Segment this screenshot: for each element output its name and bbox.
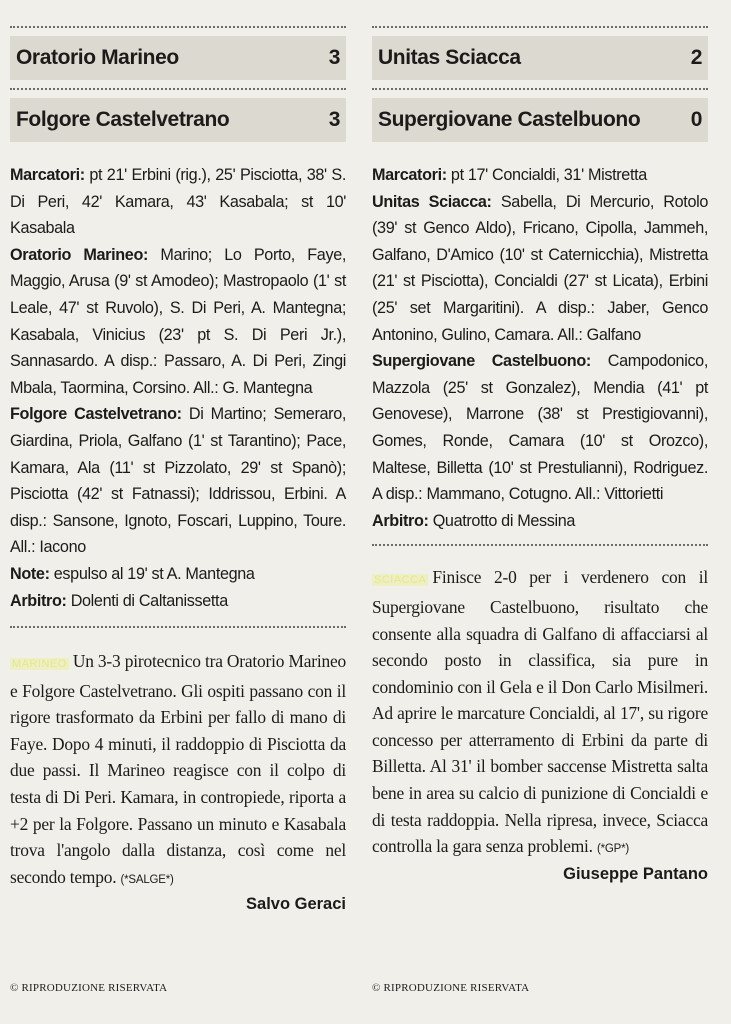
team-name: Oratorio Marineo: [16, 46, 179, 69]
left-column: [10, 0, 346, 914]
stats-away-lineup: Supergiovane Castelbuono: Campodonico, Mazzola (25' st Gonzalez), Mendia (41' pt Genovese), Marrone (38' st Prestigiovanni), Gomes, Ronde, Camara (10' st Orozco), Maltese, Billetta (10' st Prestulianni), Rodriguez. A disp.: Mammano, Cotugno. All.: Vittorietti: [372, 352, 708, 504]
stats-home-lineup: Oratorio Marineo: Marino; Lo Porto, Faye, Maggio, Arusa (9' st Amodeo); Mastropaolo (1' st Leale, 47' st Ruvolo), S. Di Peri, A. Mantegna; Kasabala, Vinicius (23' pt S. Di Peri Jr.), Sannasardo. A disp.: Passaro, A. Di Peri, Zingi Mbala, Taormina, Corsino. All.: G. Mantegna: [10, 245, 347, 397]
team-name: Folgore Castelvetrano: [16, 108, 230, 131]
match-stats: [10, 162, 346, 614]
team-score: 2: [690, 46, 702, 69]
match-score-row: [372, 36, 708, 80]
kicker-label: SCIACCA: [374, 574, 427, 587]
team-score: 3: [328, 108, 340, 131]
team-name: Unitas Sciacca: [378, 46, 521, 69]
report-text: Finisce 2-0 per i verdenero con il Supergiovane Castelbuono, risultato che consente alla squadra di Galfano di affacciarsi al secondo posto in classifica, sia pure in condominio con il Gela e il Don Carlo Misilmeri. Ad aprire le marcature Concialdi, al 17', su rigore concesso per atterramento di Erbini da parte di Billetta. Al 31' il bomber saccense Mistretta salta bene in area su calcio di punizione di Concialdi e di testa raddoppia. Nella ripresa, invece, Sciacca controlla la gara senza problemi.: [372, 567, 708, 857]
team-score: 0: [690, 108, 702, 131]
stats-scorers: Marcatori: pt 21' Erbini (rig.), 25' Pisciotta, 38' S. Di Peri, 42' Kamara, 43' Kasabala; st 10' Kasabala: [10, 166, 346, 238]
match-score-row: [10, 36, 346, 80]
stats-referee: Arbitro: Dolenti di Caltanissetta: [10, 591, 228, 610]
author-name: Giuseppe Pantano: [563, 864, 708, 883]
match-score-row: [372, 98, 708, 142]
stats-home-lineup: Unitas Sciacca: Sabella, Di Mercurio, Rotolo (39' st Genco Aldo), Fricano, Cipolla, Jammeh, Galfano, D'Amico (10' st Caternicchia), Mistretta (21' st Pisciotta), Concialdi (27' st Licata), Erbini (25' set Margaritini). A disp.: Jaber, Genco Antonino, Gulino, Camara. All.: Galfano: [372, 192, 708, 344]
stats-away-lineup: Folgore Castelvetrano: Di Martino; Semeraro, Giardina, Priola, Galfano (1' st Tarantino); Pace, Kamara, Ala (11' st Pizzolato, 29' st Spanò); Pisciotta (42' st Fatnassi); Iddrissou, Erbini. A disp.: Sansone, Ignoto, Foscari, Luppino, Toure. All.: Iacono: [10, 405, 346, 557]
match-stats: [372, 162, 708, 534]
report-text: Un 3-3 pirotecnico tra Oratorio Marineo e Folgore Castelvetrano. Gli ospiti passano con il rigore trasformato da Erbini per fallo di mano di Faye. Dopo 4 minuti, il raddoppio di Pisciotta da due passi. Il Marineo reagisce con il colpo di testa di Di Peri. Kamara, in contropiede, riporta a +2 per la Folgore. Passano un minuto e Kasabala trova l'angolo dalla distanza, così come nel secondo tempo.: [10, 651, 346, 887]
team-score: 3: [328, 46, 340, 69]
stats-scorers: Marcatori: pt 17' Concialdi, 31' Mistretta: [372, 166, 647, 184]
kicker-label: MARINEO: [12, 658, 67, 671]
team-name: Supergiovane Castelbuono: [378, 108, 641, 131]
stats-referee: Arbitro: Quatrotto di Messina: [372, 511, 576, 530]
copyright-notice: © RIPRODUZIONE RISERVATA: [10, 982, 168, 994]
match-report: [372, 564, 708, 863]
stats-notes: Note: espulso al 19' st A. Mantegna: [10, 564, 255, 583]
author-name: Salvo Geraci: [246, 895, 346, 914]
signature: (*GP*): [597, 843, 630, 856]
right-column: [372, 0, 708, 884]
signature: (*SALGE*): [120, 873, 174, 886]
copyright-notice: © RIPRODUZIONE RISERVATA: [372, 982, 530, 994]
match-report: [10, 648, 346, 893]
match-score-row: [10, 98, 346, 142]
